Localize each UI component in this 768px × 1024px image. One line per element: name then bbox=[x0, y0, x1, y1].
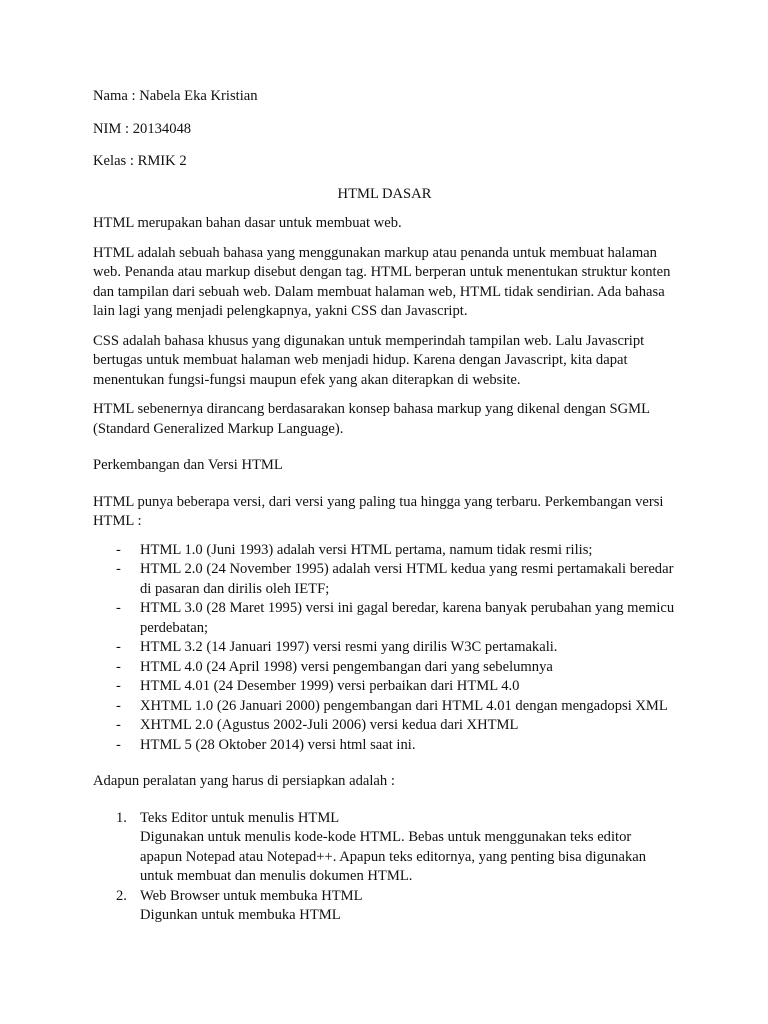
tool-description: Digunakan untuk menulis kode-kode HTML. Bebas untuk menggunakan teks editor apapun Notepad atau Notepad++. Apapun teks editornya, yang penting bisa digunakan untuk membuat dan menulis dokumen HTML. bbox=[140, 829, 647, 884]
student-name: Nama : Nabela Eka Kristian bbox=[93, 88, 258, 104]
list-item-text: HTML 3.2 (14 Januari 1997) versi resmi yang dirilis W3C pertamakali. bbox=[140, 639, 558, 655]
bullet-marker: - bbox=[116, 678, 121, 694]
bullet-marker: - bbox=[116, 717, 121, 733]
list-item-text-editor bbox=[93, 809, 676, 887]
paragraph-versions-intro: HTML punya beberapa versi, dari versi yang paling tua hingga yang terbaru. Perkembangan versi HTML : bbox=[93, 493, 664, 529]
list-item-text: HTML 4.01 (24 Desember 1999) versi perbaikan dari HTML 4.0 bbox=[140, 678, 520, 694]
section-heading-versions: Perkembangan dan Versi HTML bbox=[93, 457, 283, 473]
bullet-marker: - bbox=[116, 736, 121, 753]
list-item-text: HTML 2.0 (24 November 1995) adalah versi HTML kedua yang resmi pertamakali beredar di pasaran dan dirilis oleh IETF; bbox=[140, 561, 674, 597]
tool-title: Teks Editor untuk menulis HTML bbox=[140, 809, 340, 826]
bullet-marker: - bbox=[116, 561, 121, 577]
bullet-marker: - bbox=[116, 639, 121, 655]
list-item bbox=[93, 736, 676, 756]
version-list bbox=[93, 541, 676, 756]
list-item-text: HTML 5 (28 Oktober 2014) versi html saat ini. bbox=[140, 736, 416, 753]
tool-description: Digunkan untuk membuka HTML bbox=[140, 907, 341, 923]
list-item bbox=[93, 560, 676, 599]
list-number: 2. bbox=[116, 887, 127, 904]
list-item-text: XHTML 2.0 (Agustus 2002-Juli 2006) versi kedua dari XHTML bbox=[140, 717, 519, 733]
student-class: Kelas : RMIK 2 bbox=[93, 153, 187, 169]
paragraph-intro: HTML merupakan bahan dasar untuk membuat web. bbox=[93, 215, 402, 231]
bullet-marker: - bbox=[116, 658, 121, 675]
list-item bbox=[93, 541, 676, 561]
tools-list bbox=[93, 809, 676, 926]
list-item-text: XHTML 1.0 (26 Januari 2000) pengembangan dari HTML 4.01 dengan mengadopsi XML bbox=[140, 697, 668, 714]
student-nim: NIM : 20134048 bbox=[93, 120, 192, 137]
list-item bbox=[93, 658, 676, 678]
list-number: 1. bbox=[116, 809, 127, 826]
list-item bbox=[93, 716, 676, 736]
list-item bbox=[93, 697, 676, 717]
document-title: HTML DASAR bbox=[337, 185, 432, 202]
list-item-text: HTML 3.0 (28 Maret 1995) versi ini gagal beredar, karena banyak perubahan yang memicu perdebatan; bbox=[140, 600, 675, 636]
bullet-marker: - bbox=[116, 600, 121, 616]
paragraph-sgml: HTML sebenernya dirancang berdasarakan konsep bahasa markup yang dikenal dengan SGML (Standard Generalized Markup Language). bbox=[93, 401, 650, 437]
list-item-text: HTML 4.0 (24 April 1998) versi pengembangan dari yang sebelumnya bbox=[140, 658, 553, 675]
list-item-text: HTML 1.0 (Juni 1993) adalah versi HTML pertama, namum tidak resmi rilis; bbox=[140, 541, 593, 558]
list-item bbox=[93, 638, 676, 658]
paragraph-tools-intro: Adapun peralatan yang harus di persiapkan adalah : bbox=[93, 773, 395, 789]
list-item-web-browser bbox=[93, 887, 676, 926]
list-item bbox=[93, 677, 676, 697]
tool-title: Web Browser untuk membuka HTML bbox=[140, 887, 363, 904]
paragraph-css-javascript: CSS adalah bahasa khusus yang digunakan untuk memperindah tampilan web. Lalu Javascript bertugas untuk membuat halaman web menjadi hidup. Karena dengan Javascript, kita dapat menentukan fungsi-fungsi maupun efek yang akan diterapkan di website. bbox=[93, 332, 645, 388]
paragraph-html-definition: HTML adalah sebuah bahasa yang menggunakan markup atau penanda untuk membuat halaman web. Penanda atau markup disebut dengan tag. HTML berperan untuk menentukan struktur konten dan tampilan dari sebuah web. Dalam membuat halaman web, HTML tidak sendirian. Ada bahasa lain lagi yang menjadi pelengkapnya, yakni CSS dan Javascript. bbox=[93, 244, 671, 319]
bullet-marker: - bbox=[116, 541, 121, 558]
bullet-marker: - bbox=[116, 697, 121, 714]
list-item bbox=[93, 599, 676, 638]
